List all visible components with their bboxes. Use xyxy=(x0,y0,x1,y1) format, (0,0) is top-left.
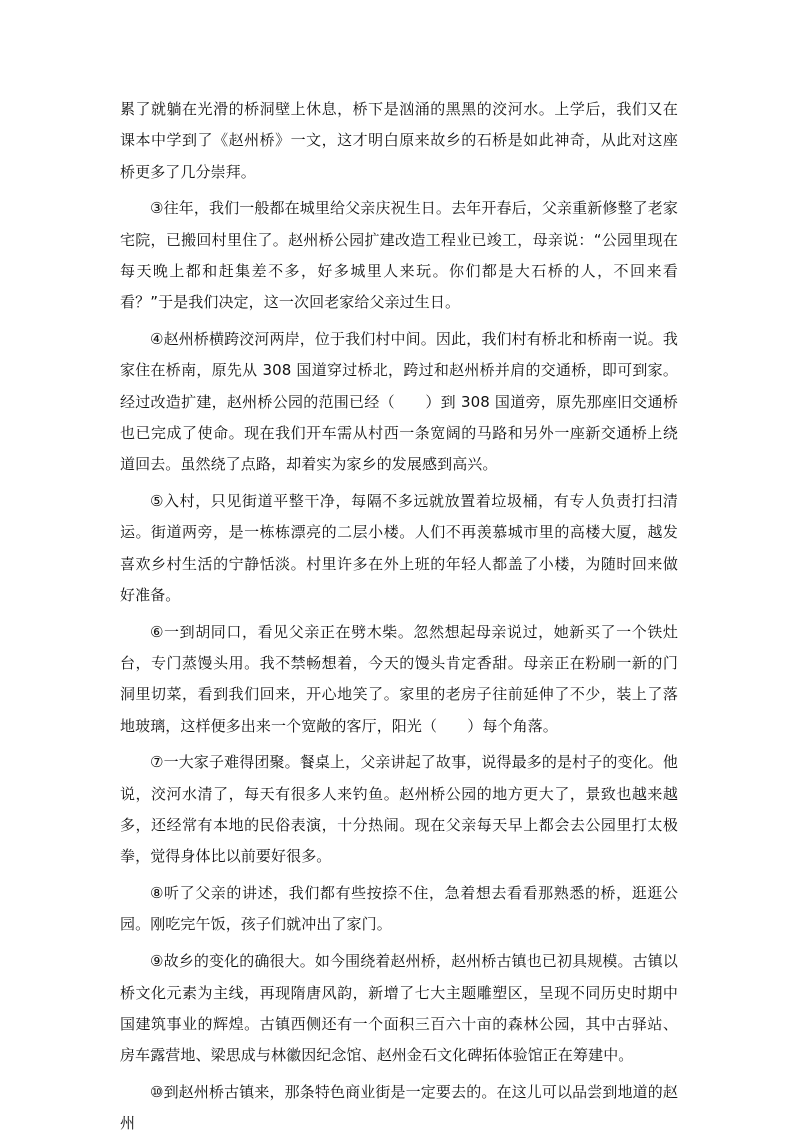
paragraph-10: ⑩到赵州桥古镇来，那条特色商业街是一定要去的。在这儿可以品尝到地道的赵州 xyxy=(120,1082,678,1133)
paragraph-6: ⑥一到胡同口，看见父亲正在劈木柴。忽然想起母亲说过，她新买了一个铁灶台，专门蒸馒头用。我不禁畅想着，今天的馒头肯定香甜。母亲正在粉刷一新的门洞里切菜，看到我们回来，开心地笑了。家里的老房子往前延伸了不少，装上了落地玻璃，这样便多出来一个宽敞的客厅，阳光（ ）每个角落。 xyxy=(120,622,678,735)
paragraph-9: ⑨故乡的变化的确很大。如今围绕着赵州桥，赵州桥古镇也已初具规模。古镇以桥文化元素为主线，再现隋唐风韵，新增了七大主题雕塑区，呈现不同历史时期中国建筑事业的辉煌。古镇西侧还有一个面积三百六十亩的森林公园，其中古驿站、房车露营地、梁思成与林徽因纪念馆、赵州金石文化碑拓体验馆正在筹建中。 xyxy=(120,952,678,1065)
paragraph-7: ⑦一大家子难得团聚。餐桌上，父亲讲起了故事，说得最多的是村子的变化。他说，洨河水清了，每天有很多人来钓鱼。赵州桥公园的地方更大了，景致也越来越多，还经常有本地的民俗表演，十分热闹。现在父亲每天早上都会去公园里打太极拳，觉得身体比以前要好很多。 xyxy=(120,753,678,866)
paragraph-continued: 累了就躺在光滑的桥洞壁上休息，桥下是汹涌的黑黑的洨河水。上学后，我们又在课本中学到了《赵州桥》一文，这才明白原来故乡的石桥是如此神奇，从此对这座桥更多了几分崇拜。 xyxy=(120,100,678,181)
paragraph-4: ④赵州桥横跨洨河两岸，位于我们村中间。因此，我们村有桥北和桥南一说。我家住在桥南，原先从 308 国道穿过桥北，跨过和赵州桥并肩的交通桥，即可到家。经过改造扩建，赵州桥公园的范围已经（ ）到 308 国道旁，原先那座旧交通桥也已完成了使命。现在我们开车需从村西一条宽阔的马路和另外一座新交通桥上绕道回去。虽然绕了点路，却着实为家乡的发展感到高兴。 xyxy=(120,330,678,474)
paragraph-3: ③往年，我们一般都在城里给父亲庆祝生日。去年开春后，父亲重新修整了老家宅院，已搬回村里住了。赵州桥公园扩建改造工程业已竣工，母亲说：“公园里现在每天晚上都和赶集差不多，好多城里人来玩。你们都是大石桥的人，不回来看看？”于是我们决定，这一次回老家给父亲过生日。 xyxy=(120,199,678,312)
paragraph-8: ⑧听了父亲的讲述，我们都有些按捺不住，急着想去看看那熟悉的桥，逛逛公园。刚吃完午饭，孩子们就冲出了家门。 xyxy=(120,884,678,934)
article-body xyxy=(120,94,678,1145)
paragraph-5: ⑤入村，只见街道平整干净，每隔不多远就放置着垃圾桶，有专人负责打扫清运。街道两旁，是一栋栋漂亮的二层小楼。人们不再羡慕城市里的高楼大厦，越发喜欢乡村生活的宁静恬淡。村里许多在外上班的年轻人都盖了小楼，为随时回来做好准备。 xyxy=(120,492,678,604)
